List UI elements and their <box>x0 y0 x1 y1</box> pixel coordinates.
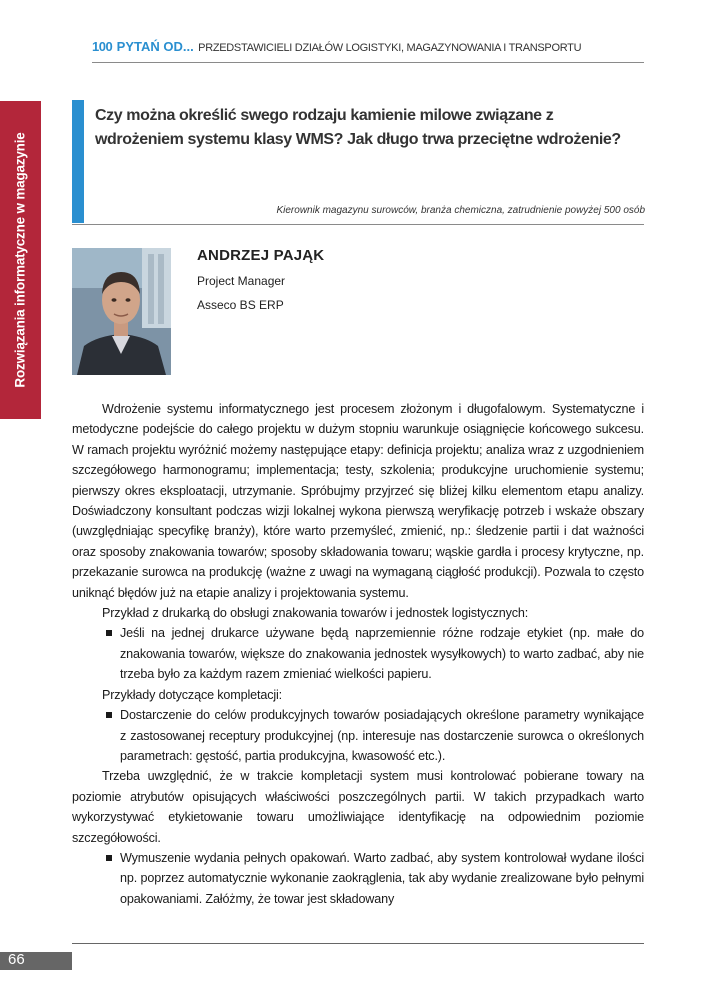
bullet-text: Dostarczenie do celów produkcyjnych towarów posiadających określone parametry wynikające z zastosowanej receptury produkcyjnej (np. interesuje nas dostarczenie surowca o określonych parametrach: gęstość, partia produkcyjna, kwasowość etc.). <box>120 708 644 763</box>
header-number: 100 <box>92 39 113 54</box>
header-series: PYTAŃ OD... <box>116 39 194 54</box>
question-asker: Kierownik magazynu surowców, branża chemiczna, zatrudnienie powyżej 500 osób <box>276 205 645 216</box>
portrait-image <box>72 248 171 375</box>
list-item <box>120 623 644 684</box>
lead-printer-example: Przykład z drukarką do obsługi znakowania towarów i jednostek logistycznych: <box>102 606 529 621</box>
author-photo <box>72 248 171 375</box>
article-body <box>72 399 644 909</box>
running-header <box>92 38 644 63</box>
page-number: 66 <box>8 951 25 968</box>
square-bullet-icon <box>106 712 112 718</box>
header-subtitle: PRZEDSTAWICIELI DZIAŁÓW LOGISTYKI, MAGAZYNOWANIA I TRANSPORTU <box>198 42 582 54</box>
bullet-list-packaging <box>72 848 644 909</box>
bullet-text: Jeśli na jednej drukarce używane będą naprzemiennie różne rodzaje etykiet (np. małe do znakowania towarów, większe do znakowania jednostek wysyłkowych) to warto zadbać, aby nie trzeba było za każdym razem zmieniać wielkości papieru. <box>120 626 644 682</box>
author-role: Project Manager <box>197 274 286 288</box>
square-bullet-icon <box>106 630 112 636</box>
footer-divider <box>72 943 644 944</box>
lead-picking-examples: Przykłady dotyczące kompletacji: <box>102 687 282 702</box>
question-accent-bar <box>72 100 84 223</box>
list-item <box>120 848 644 909</box>
question-text: Czy można określić swego rodzaju kamienie milowe związane z wdrożeniem systemu klasy WMS? Jak długo trwa przeciętne wdrożenie? <box>95 107 621 148</box>
bullet-list-printer <box>72 623 644 684</box>
bullet-text: Wymuszenie wydania pełnych opakowań. Warto zadbać, aby system kontrolował wydane ilości np. poprzez automatycznie wykonanie zaokrąglenia, tak aby wydanie zrealizowane było pełnymi opakowaniami. Załóżmy, że towar jest składowany <box>120 850 644 906</box>
paragraph-picking-control: Trzeba uwzględnić, że w trakcie kompletacji system musi kontrolować pobierane towary na poziomie atrybutów opisujących właściwości poszczególnych partii. W takich przypadkach warto wykorzystywać etykietowanie towaru umożliwiające identyfikację na odpowiednim poziomie szczegółowości. <box>72 769 644 845</box>
author-company: Asseco BS ERP <box>197 298 284 312</box>
square-bullet-icon <box>106 855 112 861</box>
section-label: Rozwiązania informatyczne w magazynie <box>12 132 28 388</box>
question-divider <box>72 224 644 225</box>
bullet-list-picking <box>72 705 644 766</box>
author-name: ANDRZEJ PAJĄK <box>197 247 325 264</box>
list-item <box>120 705 644 766</box>
paragraph-intro: Wdrożenie systemu informatycznego jest procesem złożonym i długofalowym. Systematyczne i metodyczne podejście do całego projektu w dużym stopniu warunkuje osiągnięcie końcowego sukcesu. W ramach projektu wyróżnić możemy następujące etapy: definicja projektu; analiza wraz z uzgodnieniem szczegółowego harmonogramu; implementacja; testy, szkolenia; produkcyjne uruchomienie systemu; pierwszy okres eksploatacji, utrzymanie. Spróbujmy przyjrzeć się bliżej kilku elementom etapu analizy. Doświadczony konsultant podczas wizji lokalnej wykona pierwszą weryfikację potrzeb i wskaże obszary (uwzględniając specyfikę branży), które warto przemyśleć, zmienić, np.: śledzenie partii i dat ważności oraz sposoby znakowania towarów; sposoby składowania towaru; wąskie gardła i procesy krytyczne, np. przekazanie surowca na produkcję (ważne z uwagi na wymaganą ciągłość produkcji). Pozwala to często uniknąć błędów już na etapie analizy i projektowania systemu. <box>72 402 644 600</box>
